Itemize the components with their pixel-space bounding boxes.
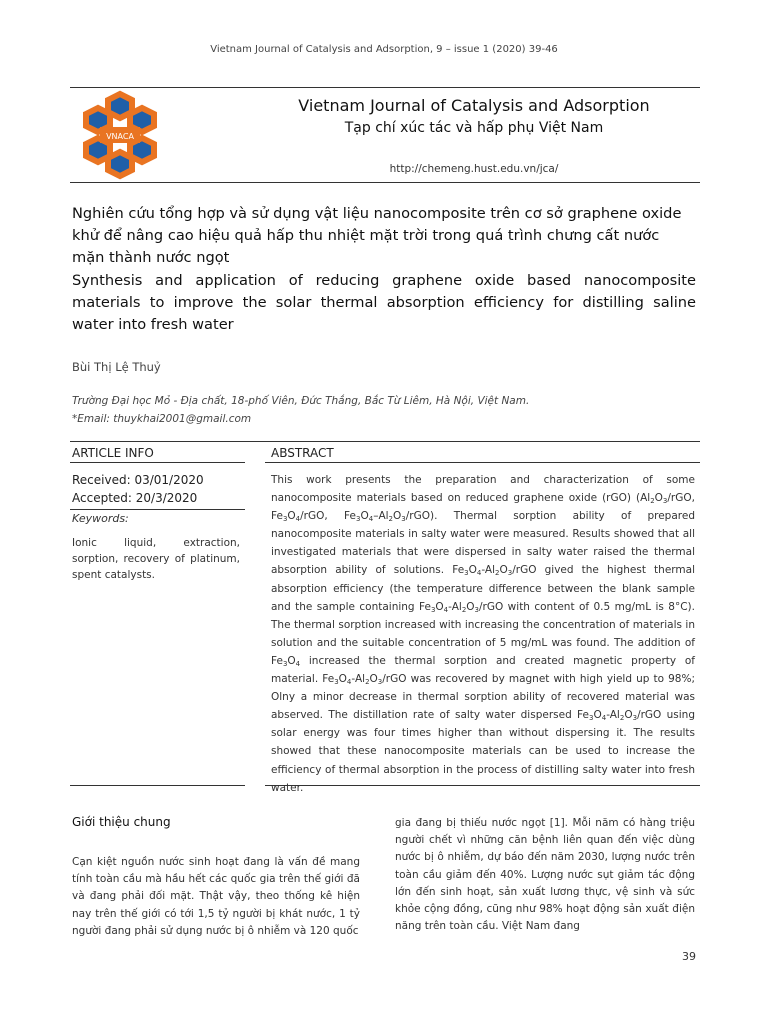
header-rule: [70, 87, 700, 88]
journal-url-link[interactable]: http://chemeng.hust.edu.vn/jca/: [389, 163, 559, 175]
abstract-label: ABSTRACT: [271, 446, 334, 460]
info-bottom-rule: [70, 785, 245, 786]
chemical-formula: $Fe_3O_4$/rGO: [271, 510, 325, 524]
journal-title: Vietnam Journal of Catalysis and Adsorption: [298, 96, 650, 115]
page-number: 39: [682, 950, 696, 963]
abstract-segment: ,: [324, 510, 345, 523]
keywords-label: Keywords:: [72, 512, 129, 525]
info-header-rule: [70, 462, 245, 463]
title-rule: [70, 182, 700, 183]
chemical-formula: $Fe_3O_4$: [271, 654, 301, 668]
logo-text: VNACA: [106, 132, 134, 141]
abstract-segment: using solar energy was four times higher than without dispersing it. The results showed that these nanocomposite materials can be used to increase the efficiency of thermal absorption in the process of distilling salty water into fresh water.: [271, 709, 695, 794]
keywords-text: Ionic liquid, extraction, sorption, recovery of platinum, spent catalysts.: [72, 537, 240, 581]
abstract-segment: was recovered by magnet with high yield up to 98%; Olny a minor decrease in thermal sorption ability of recovered material was abserved. The distillation rate of salty water dispersed: [271, 673, 695, 722]
chemical-formula: $Fe_3O_4-Al_2O_3$/rGO: [344, 510, 431, 524]
chemical-formula: $Fe_3O_4-Al_2O_3$/rGO: [322, 673, 407, 687]
author-name: Bùi Thị Lệ Thuỷ: [72, 360, 161, 374]
accepted-date: Accepted: 20/3/2020: [72, 491, 198, 505]
article-title-vietnamese: Nghiên cứu tổng hợp và sử dụng vật liệu nanocomposite trên cơ sở graphene oxide khử để nâng cao hiệu quả hấp thu nhiệt mặt trời trong quá trình chưng cất nước mặn thành nước ngọt: [72, 205, 682, 266]
abstract-segment: increased the thermal sorption and created magnetic property of material.: [271, 654, 695, 686]
chemical-formula: $Fe_3O_4-Al_2O_3$/rGO: [577, 709, 662, 723]
vnaca-logo-icon: [72, 90, 168, 180]
journal-subtitle: Tạp chí xúc tác và hấp phụ Việt Nam: [344, 120, 604, 136]
section-heading-introduction: Giới thiệu chung: [72, 815, 171, 829]
abstract-segment: with content of 0.5 mg/mL is 8°C). The thermal sorption increased with increasing the concentration of materials in solution and the suitable concentration of 5 mg/mL was found. The addition of: [271, 600, 695, 649]
article-info-label: ARTICLE INFO: [72, 446, 154, 460]
abstract-text: [271, 471, 695, 797]
corresponding-email: *Email: thuykhai2001@gmail.com: [72, 413, 252, 425]
abstract-segment: ,: [691, 492, 695, 505]
article-title-english: Synthesis and application of reducing graphene oxide based nanocomposite materials to improve the solar thermal absorption efficiency for distilling saline water into fresh water: [72, 272, 696, 333]
chemical-formula: $Al_2O_3$/rGO: [640, 492, 692, 506]
info-top-rule: [70, 441, 700, 442]
abstract-header-rule: [265, 462, 700, 463]
intro-paragraph-left: Cạn kiệt nguồn nước sinh hoạt đang là vấn đề mang tính toàn cầu mà hầu hết các quốc gia trên thế giới đã và đang phải đối mặt. Thật vậy, theo thống kê hiện nay trên thế giới có tới 1,5 tỷ người bị khát nước, 1 tỷ người đang phải sử dụng nước bị ô nhiễm và 120 quốc: [72, 856, 360, 937]
chemical-formula: $Fe_3O_4-Al_2O_3$/rGO: [419, 600, 504, 614]
affiliation-address: Trường Đại học Mỏ - Địa chất, 18-phố Viên, Đức Thắng, Bắc Từ Liêm, Hà Nội, Việt Nam.: [72, 395, 530, 407]
abstract-segment: This work presents the preparation and characterization of some nanocomposite materials based on reduced graphene oxide (rGO) (: [271, 474, 695, 505]
author-affiliation: [72, 392, 529, 428]
journal-logo: [72, 90, 168, 180]
received-date: Received: 03/01/2020: [72, 473, 204, 487]
intro-paragraph-right: gia đang bị thiếu nước ngọt [1]. Mỗi năm có hàng triệu người chết vì những căn bệnh liên quan đến việc dùng nước bị ô nhiễm, dự báo đến năm 2030, lượng nước trên toàn cầu giảm đến 40%. Lượng nước sụt giảm tác động lớn đến sinh hoạt, sản xuất lương thực, vệ sinh và sức khỏe cộng đồng, cũng như 98% hoạt động sản xuất điện năng trên toàn cầu. Việt Nam đang: [395, 817, 695, 933]
abstract-segment: gived the highest thermal absorption efficiency (the temperature difference between the blank sample and the sample containing: [271, 564, 695, 613]
running-header: Vietnam Journal of Catalysis and Adsorption, 9 – issue 1 (2020) 39-46: [210, 44, 558, 55]
chemical-formula: $Fe_3O_4-Al_2O_3$/rGO: [452, 564, 537, 578]
dates-rule: [70, 509, 245, 510]
abstract-segment: ). Thermal sorption ability of prepared nanocomposite materials in salty water were measured. Results showed that all investigated materials that were dispersed in salty water raised the thermal absorption ability of solutions.: [271, 510, 695, 577]
